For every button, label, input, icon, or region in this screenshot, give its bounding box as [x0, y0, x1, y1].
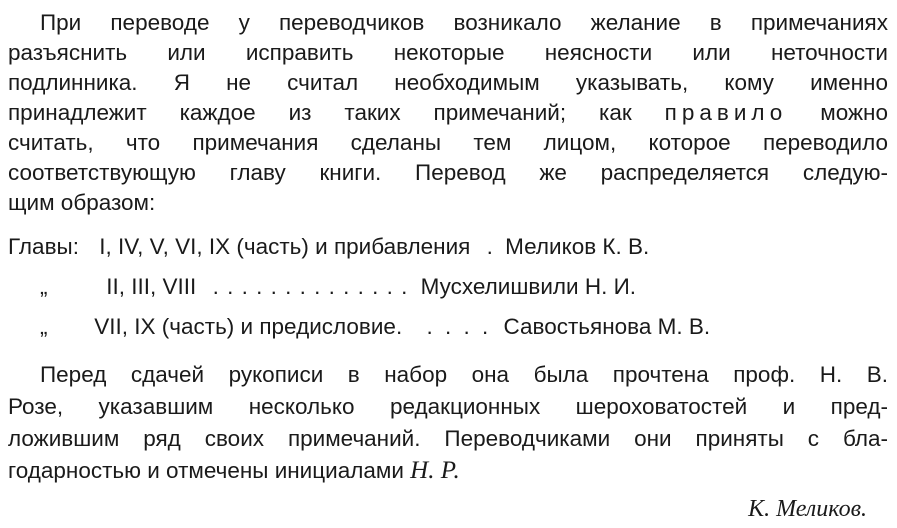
toc-row-1-prefix: Главы:: [8, 234, 79, 259]
toc-row-1: [8, 232, 649, 262]
para2-line3: ложившим ряд своих примечаний. Переводчиками они приняты с бла-: [8, 426, 888, 451]
para1-line5: считать, что примечания сделаны тем лицом, которое переводило: [8, 130, 888, 155]
toc-row-3-ditto: „: [40, 314, 48, 339]
toc-row-1-translator: Меликов К. В.: [505, 234, 650, 259]
para1-line3: подлинника. Я не считал необходимым указывать, кому именно: [8, 70, 888, 95]
toc-row-1-chapters: I, IV, V, VI, IX (часть) и прибавления: [99, 234, 471, 259]
toc-row-3: [40, 312, 888, 342]
para2-line4-text: годарностью и отмечены инициалами: [8, 458, 404, 483]
para1-line1: При переводе у переводчиков возникало желание в примечаниях: [40, 10, 888, 35]
para1-line4: [8, 98, 888, 128]
para2-line1: Перед сдачей рукописи в набор она была прочтена проф. Н. В.: [40, 362, 888, 387]
para1-line6: соответствующую главу книги. Перевод же распределяется следую-: [8, 160, 888, 185]
signature: К. Меликов.: [748, 496, 867, 522]
toc-row-2-dots: . . . . . . . . . . . . . .: [212, 274, 409, 299]
para1-line4-text-a: принадлежит каждое из таких примечаний; как: [8, 100, 632, 125]
toc-row-1-dots: .: [486, 234, 493, 259]
para2-line4-initials: Н. Р.: [410, 457, 460, 484]
toc-row-3-chapters: VII, IX (часть) и предисловие.: [94, 314, 403, 339]
toc-row-2-ditto: „: [40, 274, 48, 299]
para1-line4-text-b: можно: [820, 100, 888, 125]
para1-line4-spaced-word: правило: [664, 100, 788, 125]
para2-line2: Розе, указавшим несколько редакционных шероховатостей и пред-: [8, 394, 888, 419]
toc-row-2: [40, 272, 888, 302]
para1-line2: разъяснить или исправить некоторые неясности или неточности: [8, 40, 888, 65]
toc-row-3-dots: . . . .: [426, 314, 492, 339]
toc-row-2-chapters: II, III, VIII: [106, 274, 197, 299]
para2-line4: [8, 456, 460, 486]
toc-row-3-translator: Савостьянова М. В.: [503, 314, 711, 339]
para1-line7: щим образом:: [8, 190, 156, 215]
toc-row-2-translator: Мусхелишвили Н. И.: [420, 274, 637, 299]
